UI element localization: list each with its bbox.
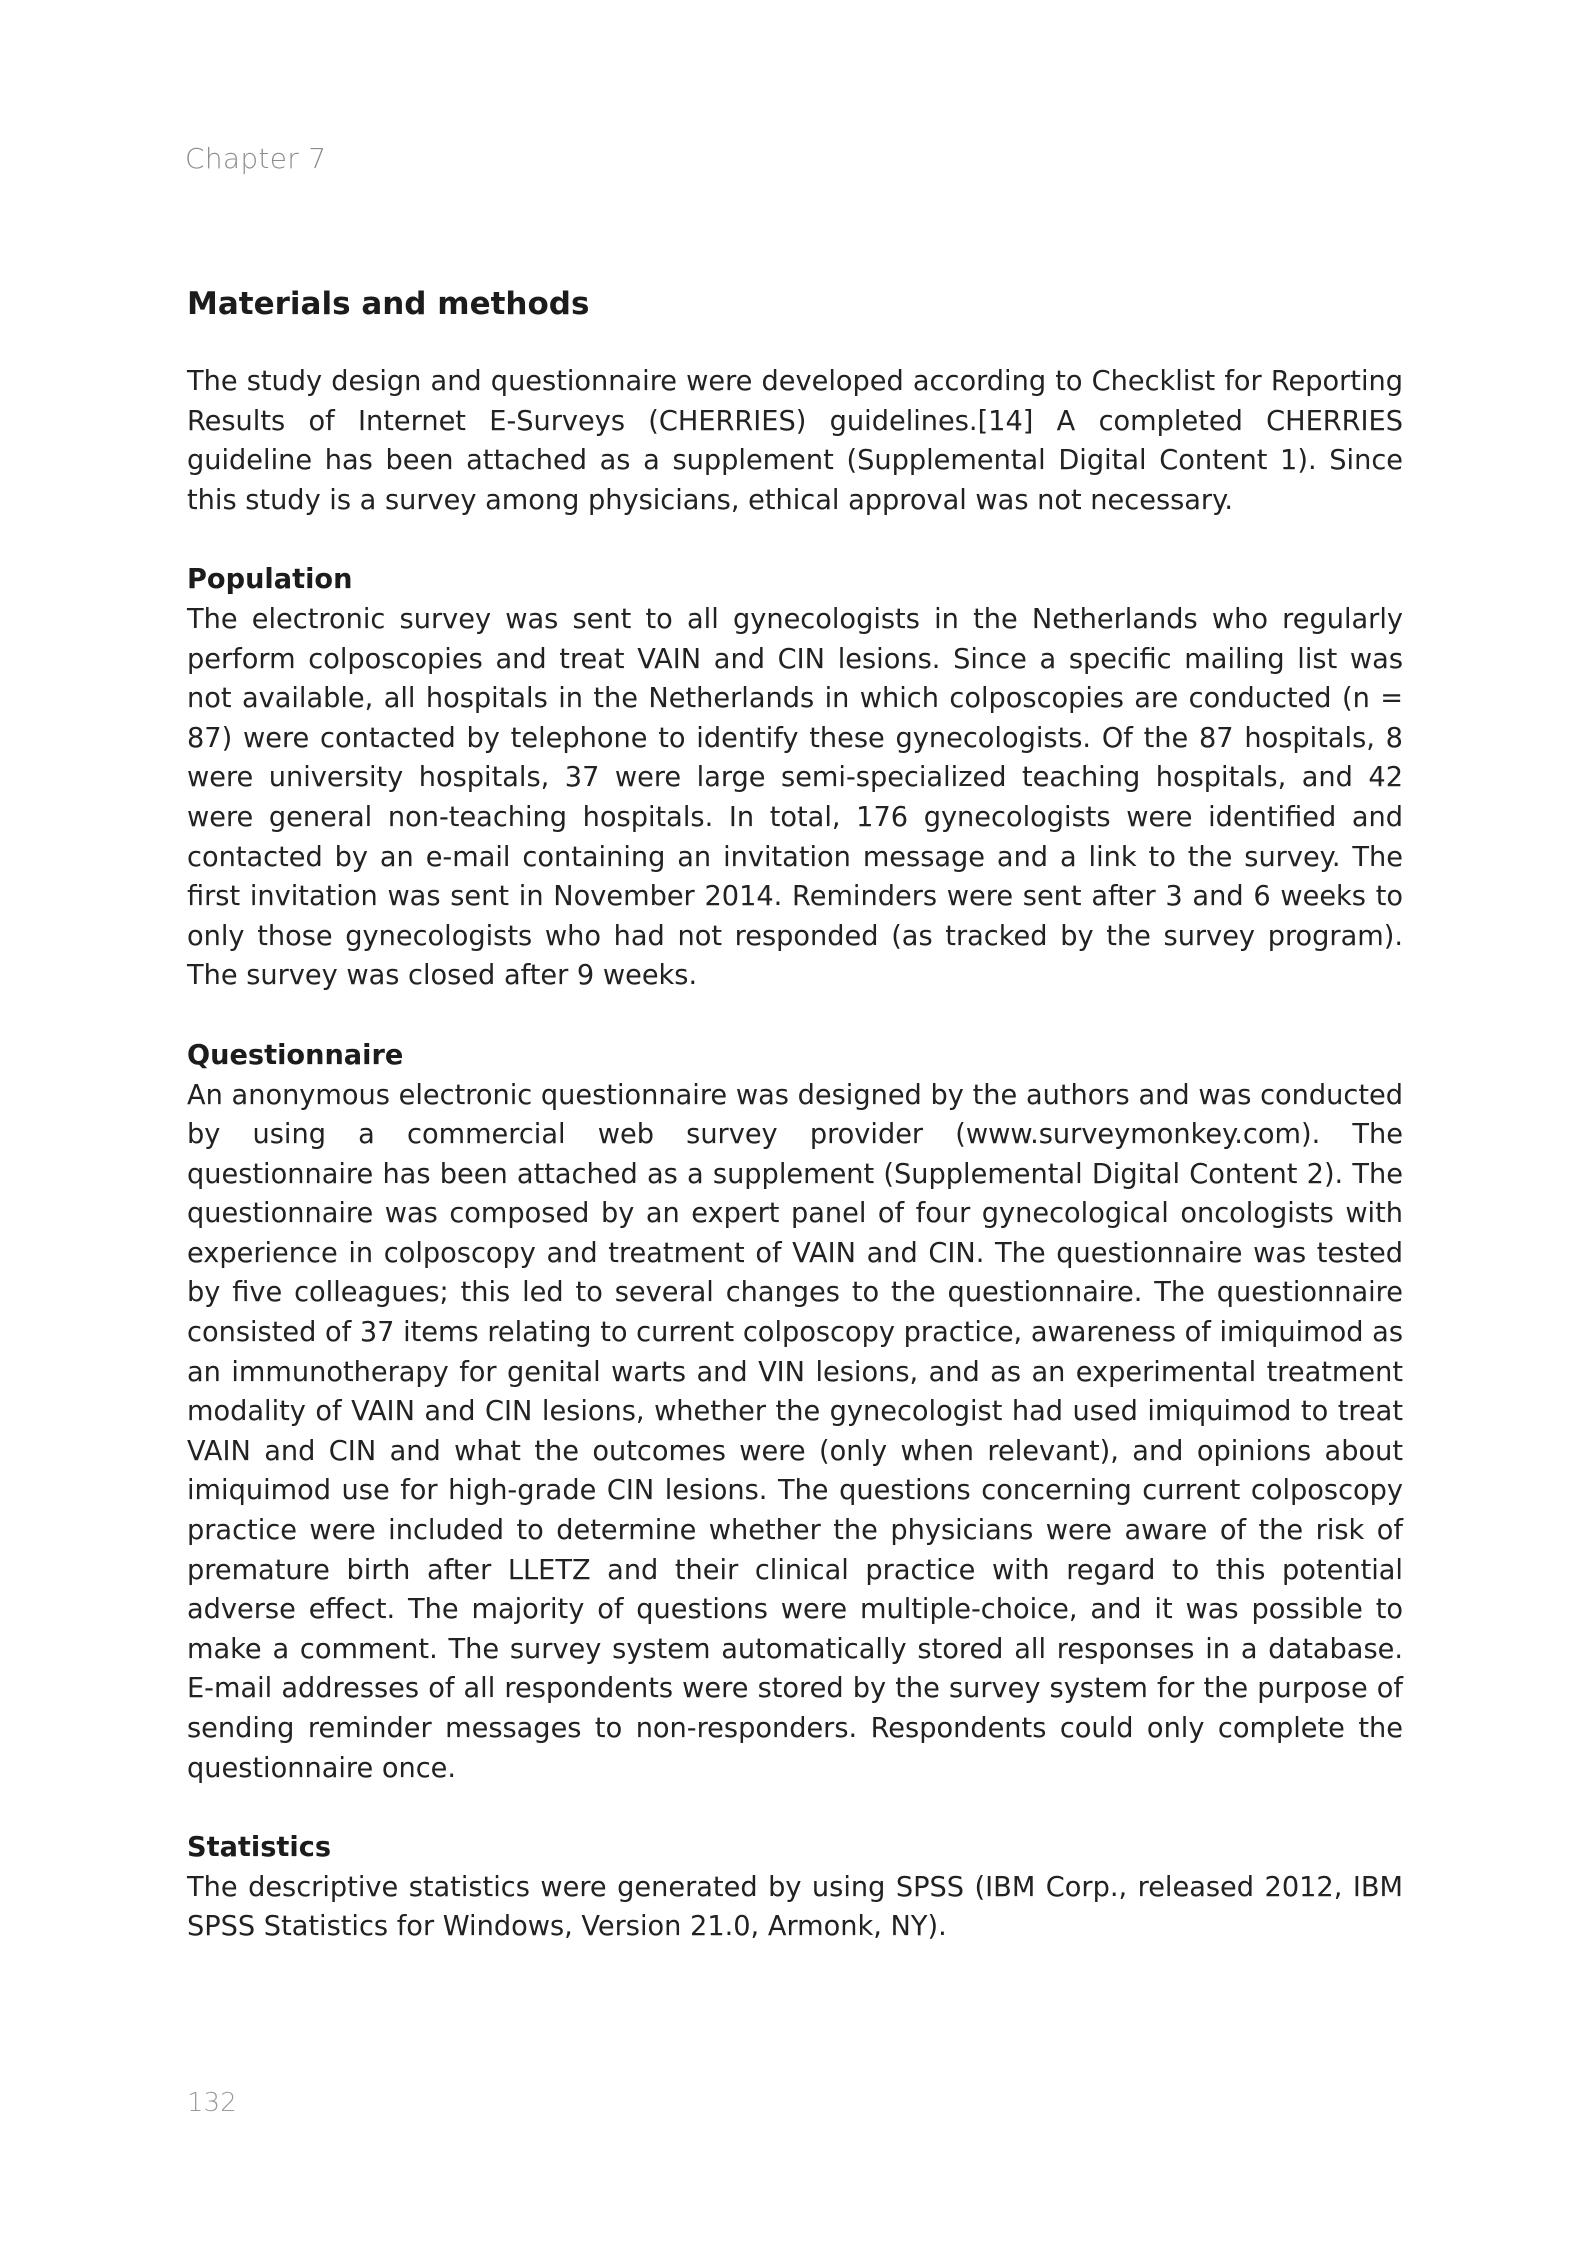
subsection-statistics (187, 1828, 1403, 1947)
section-title: Materials and methods (187, 286, 590, 322)
running-head: Chapter 7 (185, 142, 327, 175)
subsection-text-statistics: The descriptive statistics were generated by using SPSS (IBM Corp., released 2012, IBM SPSS Statistics for Windows, Version 21.0, Armonk, NY). (187, 1871, 1403, 1943)
subsection-text-population: The electronic survey was sent to all gynecologists in the Netherlands who regularly perform colposcopies and treat VAIN and CIN lesions. Since a specific mailing list was not available, all hospitals in the Netherlands in which colposcopies are conducted (n = 87) were contacted by telephone to identify these gynecologists. Of the 87 hospitals, 8 were university hospitals, 37 were large semi-specialized teaching hospitals, and 42 were general non-teaching hospitals. In total, 176 gynecologists were identified and contacted by an e-mail containing an invitation message and a link to the survey. The first invitation was sent in November 2014. Reminders were sent after 3 and 6 weeks to only those gynecologists who had not responded (as tracked by the survey program). The survey was closed after 9 weeks. (187, 603, 1403, 992)
subsection-text-questionnaire: An anonymous electronic questionnaire was designed by the authors and was conducted by using a commercial web survey provider (www.surveymonkey.com). The questionnaire has been attached as a supplement (Supplemental Digital Content 2). The questionnaire was composed by an expert panel of four gynecological oncologists with experience in colposcopy and treatment of VAIN and CIN. The questionnaire was tested by five colleagues; this led to several changes to the questionnaire. The questionnaire consisted of 37 items relating to current colposcopy practice, awareness of imiquimod as an immunotherapy for genital warts and VIN lesions, and as an experimental treatment modality of VAIN and CIN lesions, whether the gynecologist had used imiquimod to treat VAIN and CIN and what the outcomes were (only when relevant), and opinions about imiquimod use for high-grade CIN lesions. The questions concerning current colposcopy practice were included to determine whether the physicians were aware of the risk of premature birth after LLETZ and their clinical practice with regard to this potential adverse effect. The majority of questions were multiple-choice, and it was possible to make a comment. The survey system automatically stored all responses in a database. E-mail addresses of all respondents were stored by the survey system for the purpose of sending reminder messages to non-responders. Respondents could only complete the questionnaire once. (187, 1079, 1403, 1784)
subsection-heading-questionnaire: Questionnaire (187, 1039, 404, 1071)
subsection-questionnaire (187, 1036, 1403, 1788)
subsection-heading-statistics: Statistics (187, 1832, 332, 1864)
main-content (187, 282, 1403, 1947)
subsection-population (187, 560, 1403, 996)
page-number: 132 (187, 2088, 237, 2118)
subsection-heading-population: Population (187, 564, 353, 596)
intro-paragraph: The study design and questionnaire were developed according to Checklist for Reporting Results of Internet E-Surveys (CHERRIES) guidelines.[14] A completed CHERRIES guideline has been attached as a supplement (Supplemental Digital Content 1). Since this study is a survey among physicians, ethical approval was not necessary. (187, 366, 1403, 516)
